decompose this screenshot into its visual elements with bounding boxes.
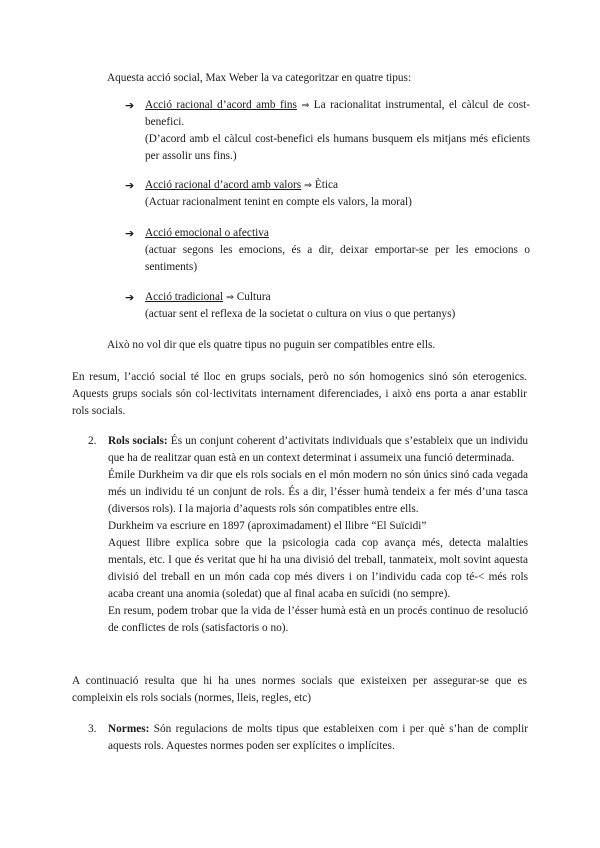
type-result: Cultura [236,291,271,303]
implies-icon: ⇒ [304,180,313,191]
type-item-values [125,177,530,211]
item-paragraph: En resum, podem trobar que la vida de l’ésser humà està en un procés continuo de resolució de conflictes de rols (satisfactoris o no). [108,605,528,634]
type-title: Acció emocional o afectiva [145,227,269,239]
item-paragraph: Émile Durkheim va dir que els rols socials en el món modern no són únics sinó cada vegada més un individu té un conjunt de rols. És a dir, l’ésser humà tendeix a fer més d’una tasca (diversos rols). I la majoria d’aquests rols són compatibles entre ells. [108,469,528,515]
type-title: Acció racional d’acord amb valors [145,179,302,191]
arrow-right-icon: ➔ [125,291,135,304]
continuation-paragraph: A continuació resulta que hi ha unes normes socials que existeixen per assegurar-se que es compleixin els rols socials (normes, lleis, regles, etc) [72,675,527,704]
implies-icon: ⇒ [301,100,310,111]
arrow-right-icon: ➔ [125,179,135,192]
type-title: Acció tradicional [145,291,224,303]
item-paragraph: Són regulacions de molts tipus que estableixen com i per què s’han de complir aquests rols. Aquestes normes poden ser explícites o implícites. [108,723,529,752]
list-item-norms [88,721,528,755]
implies-icon: ⇒ [225,292,234,303]
intro-paragraph: Aquesta acció social, Max Weber la va categoritzar en quatre tipus: [107,72,412,84]
type-result: La racionalitat instrumental, el càlcul de cost-benefici. [145,99,530,128]
item-paragraph: Aquest llibre explica sobre que la psicologia cada cop avança més, detecta malalties mentals, etc. I que és veritat que hi ha una divisió del treball, tanmateix, molt sovint aquesta divisió del treball en un món cada cop més divers i on l’individu cada cop té-< més rols acaba creant una anomia (soledat) que al final acaba en suïcidi (no sempre). [108,537,528,600]
compatibility-note: Això no vol dir que els quatre tipus no puguin ser compatibles entre ells. [107,339,436,351]
item-number: 3. [88,723,97,735]
type-result: Ètica [314,179,339,191]
item-paragraph: Durkheim va escriure en 1897 (aproximadament) el llibre “El Suïcidi” [108,520,427,532]
arrow-right-icon: ➔ [125,227,135,240]
arrow-right-icon: ➔ [125,99,135,112]
type-item-instrumental [125,97,530,165]
item-paragraph: És un conjunt coherent d’activitats individuals que s’estableix que un individu que ha de realitzar quan està en un context determinat i assumeix una funció determinada. [108,435,528,464]
type-title: Acció racional d’acord amb fins [145,99,297,111]
type-item-emotional [125,225,530,276]
list-item-social-roles [88,433,528,637]
item-term: Rols socials: [108,435,168,447]
type-note: (D’acord amb el càlcul cost-benefici els humans busquem els mitjans més eficients per assolir uns fins.) [145,133,530,162]
type-item-traditional [125,289,530,323]
item-term: Normes: [108,723,150,735]
type-note: (actuar sent el reflexa de la societat o cultura on vius o que pertanys) [145,308,456,320]
type-note: (Actuar racionalment tenint en compte els valors, la moral) [145,196,412,208]
type-note: (actuar segons les emocions, és a dir, deixar emportar-se per les emocions o sentiments) [145,244,530,273]
summary-paragraph: En resum, l’acció social té lloc en grups socials, però no són homogenics sinó són eterogenics. Aquests grups socials són col·lectivitats internament diferenciades, i això ens porta a anar establir rols socials. [72,371,527,417]
item-number: 2. [88,435,97,447]
